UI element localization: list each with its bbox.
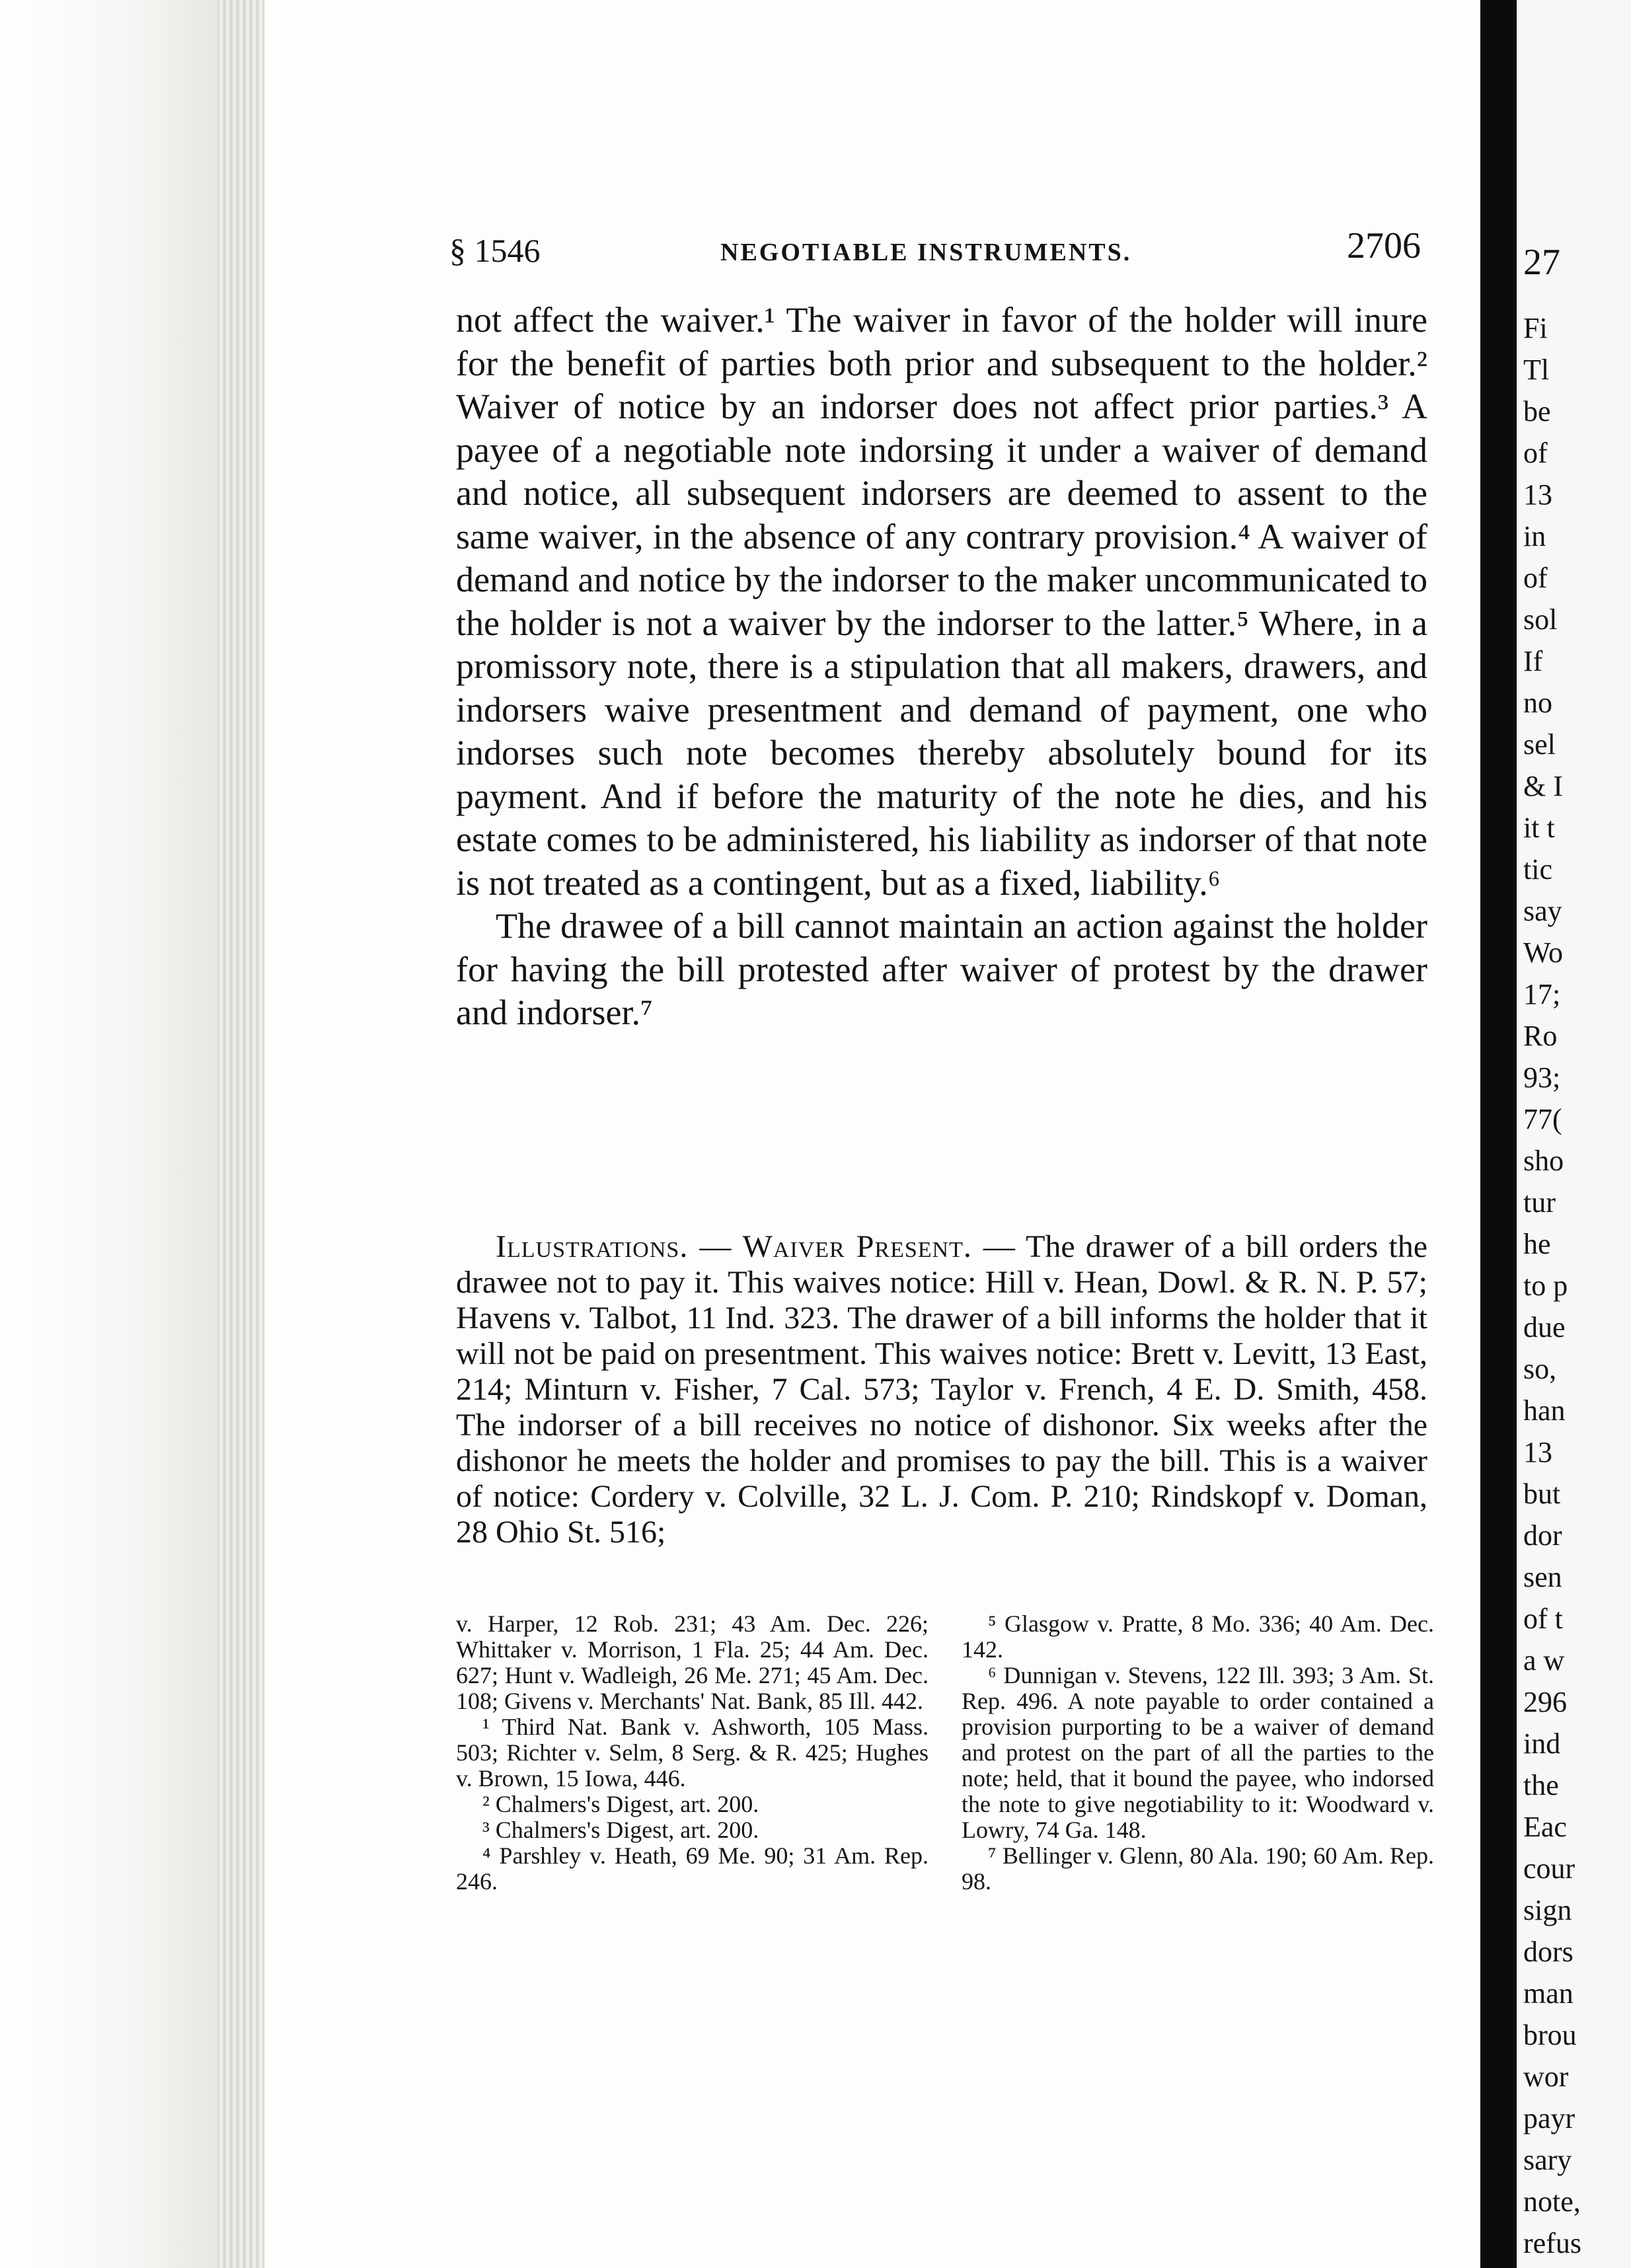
facing-page-fragment-line: 17;	[1523, 978, 1561, 1010]
facing-page-fragment-line: tur	[1523, 1186, 1556, 1219]
facing-page-fragment-line: of	[1523, 437, 1548, 469]
facing-page-fragment-line: 77(	[1523, 1103, 1562, 1135]
facing-page-fragment-line: & I	[1523, 770, 1563, 802]
facing-page-fragment-line: 93;	[1523, 1061, 1561, 1094]
illustrations-text: The drawer of a bill orders the drawee not to pay it. This waives notice: Hill v. Hean, Dowl. & R. N. P. 57; Havens v. Talbot, 11 Ind. 323. The drawer of a bill informs the holder that it will not be paid on presentment. This waives notice: Brett v. Levitt, 13 East, 214; Minturn v. Fisher, 7 Cal. 573; Taylor v. French, 4 E. D. Smith, 458. The indorser of a bill receives no notice of dishonor. Six weeks after the dishonor he meets the holder and promises to pay the bill. This is a waiver of notice: Cordery v. Colville, 32 L. J. Com. P. 210; Rindskopf v. Doman, 28 Ohio St. 516;	[456, 1229, 1428, 1550]
facing-page-fragment-line: dor	[1523, 1519, 1562, 1552]
facing-page-fragment-line: Ro	[1523, 1020, 1558, 1052]
footnote: ¹ Third Nat. Bank v. Ashworth, 105 Mass. 503; Richter v. Selm, 8 Serg. & R. 425; Hughes v. Brown, 15 Iowa, 446.	[456, 1714, 929, 1792]
facing-page-fragment-line: han	[1523, 1394, 1566, 1427]
footnote: ³ Chalmers's Digest, art. 200.	[482, 1817, 759, 1843]
facing-page-fragment-line: man	[1523, 1977, 1574, 2010]
facing-page-fragment-line: sen	[1523, 1561, 1562, 1593]
footnote: ⁷ Bellinger v. Glenn, 80 Ala. 190; 60 Am. Rep. 98.	[962, 1842, 1434, 1895]
facing-page-fragment-line: in	[1523, 520, 1546, 552]
facing-page-fragment-line: cour	[1523, 1852, 1575, 1885]
book-edge	[0, 0, 218, 2268]
facing-page-fragment-line: wor	[1523, 2060, 1569, 2093]
facing-page-fragment-line: payr	[1523, 2102, 1575, 2135]
facing-page-fragment-line: sign	[1523, 1894, 1572, 1926]
book-gutter	[1480, 0, 1517, 2268]
facing-page-fragment-line: Wo	[1523, 936, 1564, 969]
facing-page-fragment-line: it t	[1523, 812, 1555, 844]
footnotes-right-column	[962, 1611, 1434, 1895]
illustrations-heading: Illustrations. — Waiver Present. —	[496, 1229, 1016, 1264]
paragraph: not affect the waiver.¹ The waiver in favor of the holder will inure for the benefit of parties both prior and subsequent to the holder.² Waiver of notice by an indorser does not affect prior parties.³ A payee of a negotiable note indorsing it under a waiver of demand and notice, all subsequent indorsers are deemed to assent to the same waiver, in the absence of any contrary provision.⁴ A waiver of demand and notice by the indorser to the maker uncommunicated to the holder is not a waiver by the indorser to the latter.⁵ Where, in a promissory note, there is a stipulation that all makers, drawers, and indorsers waive presentment and demand of payment, one who indorses such note becomes thereby absolutely bound for its payment. And if before the maturity of the note he dies, and his estate comes to be administered, his liability as indorser of that note is not treated as a contingent, but as a fixed, liability.⁶	[456, 300, 1427, 903]
facing-page-fragment-line: ind	[1523, 1727, 1561, 1760]
facing-page-fragment-line: refus	[1523, 2227, 1581, 2259]
facing-page-fragment-line: to p	[1523, 1269, 1568, 1302]
footnote: ⁵ Glasgow v. Pratte, 8 Mo. 336; 40 Am. Dec. 142.	[962, 1610, 1434, 1663]
footnote: ⁴ Parshley v. Heath, 69 Me. 90; 31 Am. Rep. 246.	[456, 1842, 929, 1895]
page-number: 2706	[1347, 225, 1421, 266]
page-header	[449, 225, 1421, 278]
facing-page-fragment-line: tic	[1523, 853, 1552, 886]
facing-page-fragment-line: 27	[1523, 242, 1560, 283]
paragraph: The drawee of a bill cannot maintain an action against the holder for having the bill protested after waiver of protest by the drawer and indorser.⁷	[456, 906, 1427, 1032]
facing-page-fragment	[1517, 0, 1631, 2268]
facing-page-fragment-line: 13	[1523, 1436, 1552, 1468]
facing-page-fragment-line: Fi	[1523, 312, 1548, 344]
facing-page-fragment-line: brou	[1523, 2019, 1577, 2051]
facing-page-fragment-line: the	[1523, 1769, 1559, 1801]
facing-page-fragment-line: sol	[1523, 603, 1558, 636]
facing-page-fragment-line: sel	[1523, 728, 1556, 761]
facing-page-fragment-line: say	[1523, 895, 1562, 927]
facing-page-fragment-line: but	[1523, 1478, 1561, 1510]
facing-page-fragment-line: he	[1523, 1228, 1551, 1260]
footnote: ⁶ Dunnigan v. Stevens, 122 Ill. 393; 3 Am. St. Rep. 496. A note payable to order contained a provision purporting to be a waiver of demand and protest on the part of all the parties to the note; held, that it bound the payee, who indorsed the note to give negotiability to it: Woodward v. Lowry, 74 Ga. 148.	[962, 1662, 1434, 1843]
facing-page-fragment-line: no	[1523, 687, 1552, 719]
facing-page-fragment-line: of t	[1523, 1603, 1563, 1635]
footnote: ² Chalmers's Digest, art. 200.	[482, 1791, 759, 1817]
facing-page-fragment-line: Eac	[1523, 1811, 1567, 1843]
facing-page-fragment-line: of	[1523, 562, 1548, 594]
running-title: NEGOTIABLE INSTRUMENTS.	[720, 239, 1132, 266]
illustrations	[456, 1229, 1427, 1550]
footnotes-left-column	[456, 1611, 929, 1895]
footnote: v. Harper, 12 Rob. 231; 43 Am. Dec. 226; Whittaker v. Morrison, 1 Fla. 25; 44 Am. Dec. 627; Hunt v. Wadleigh, 26 Me. 271; 45 Am. Dec. 108; Givens v. Merchants' Nat. Bank, 85 Ill. 442.	[456, 1610, 929, 1714]
facing-page-fragment-line: 13	[1523, 478, 1552, 511]
facing-page-fragment-line: so,	[1523, 1353, 1557, 1385]
main-text	[456, 299, 1427, 1035]
section-number: § 1546	[449, 232, 541, 269]
facing-page-fragment-line: be	[1523, 395, 1551, 428]
facing-page-fragment-line: due	[1523, 1311, 1566, 1343]
facing-page-fragment-line: note,	[1523, 2185, 1581, 2218]
facing-page-fragment-line: sary	[1523, 2144, 1572, 2176]
page-stack-edge	[218, 0, 264, 2268]
facing-page-fragment-line: sho	[1523, 1145, 1564, 1177]
footnotes	[456, 1611, 1434, 1895]
facing-page-fragment-line: Tl	[1523, 354, 1550, 386]
facing-page-fragment-line: dors	[1523, 1936, 1574, 1968]
facing-page-fragment-line: 296	[1523, 1686, 1567, 1718]
facing-page-fragment-line: If	[1523, 645, 1543, 677]
facing-page-fragment-line: a w	[1523, 1644, 1565, 1677]
